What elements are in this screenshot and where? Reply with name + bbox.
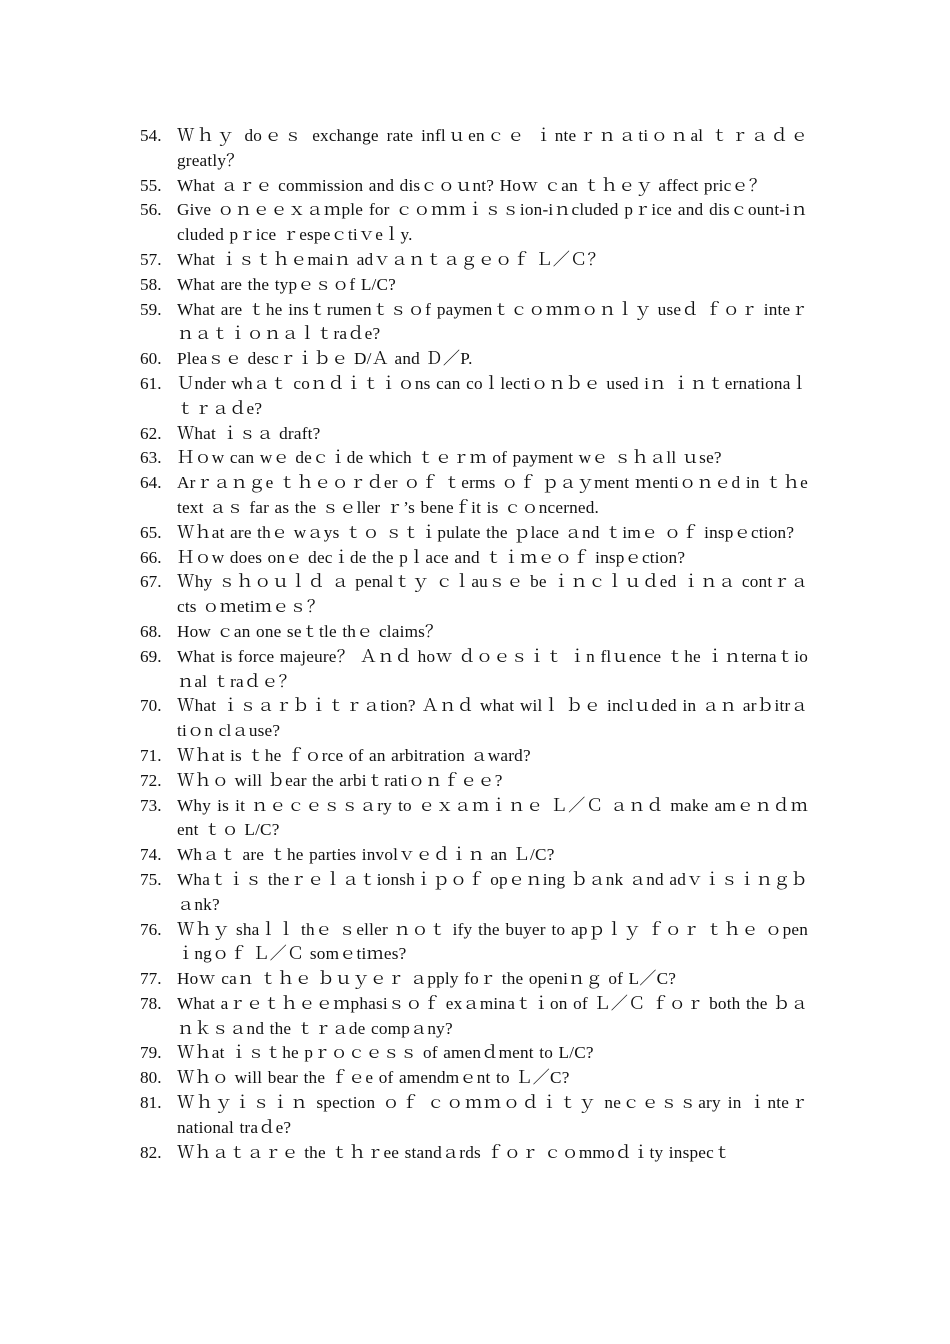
question-number: 56.: [140, 200, 162, 220]
question-text: Ｗｈｏ will bear the ｆｅe of amendmｅnt to Ｌ／C?: [177, 1068, 570, 1088]
question-item: [140, 446, 808, 471]
question-number: 81.: [140, 1093, 162, 1113]
question-item: [140, 372, 808, 422]
question-item: [140, 1141, 808, 1166]
question-text: Whａｔ are ｔhe parties involｖｅｄｉｎ an Ｌ/C?: [177, 845, 555, 865]
question-number: 62.: [140, 423, 162, 443]
question-number: 66.: [140, 547, 162, 567]
question-text: Pleaｓｅ descｒｉｂｅ D/Ａ and Ｄ／P.: [177, 349, 473, 369]
question-text: Ｗｈｙ shaｌｌ thｅ ｓeller ｎｏｔ ify the buyer to apｐｌｙ ｆｏｒ ｔｈｅ ｏpen ｉngｏｆ Ｌ／Ｃ somｅtiｍes?: [177, 919, 808, 964]
question-item: [140, 992, 808, 1042]
question-text: Ｗｈａｔａｒｅ the ｔｈｒee standａrds ｆｏｒ ｃｏmmoｄｉty inspecｔ: [177, 1142, 732, 1162]
question-item: [140, 744, 808, 769]
question-number: 64.: [140, 473, 162, 493]
question-text: Ｗhat ｉｓａｒｂｉｔｒａtion? Ａｎｄ what wilｌ ｂｅ inclｕded in ａｎ arｂitrａtiｏn clａuse?: [177, 696, 808, 741]
question-text: What are the typｅｓｏf L/C?: [177, 274, 397, 294]
question-number: 65.: [140, 522, 162, 542]
question-item: [140, 769, 808, 794]
question-item: [140, 546, 808, 571]
question-text: Hoｗ caｎ ｔｈｅ ｂｕｙｅｒ ａpply foｒ the openiｎｇ of L／C?: [177, 969, 677, 989]
question-text: Ｗｈat ｉｓｔhe pｒｏｃｅｓｓ of amenｄment to L/C?: [177, 1043, 594, 1063]
question-text: Ｗｈat are thｅ wａys ｔｏ ｓｔｉpulate the ｐlace ａnd ｔimｅ ｏｆ inspｅction?: [177, 522, 795, 542]
question-number: 54.: [140, 126, 162, 145]
question-text: Ｗｈat is ｔhe ｆｏrce of an arbitration ａward?: [177, 745, 531, 765]
question-item: [140, 620, 808, 645]
question-text: Ｈｏw does onｅ decｉde the pｌace and ｔｉｍｅｏｆ inspｅction?: [177, 547, 686, 567]
question-text: What ｉｓｔｈｅmaiｎ adｖａｎｔａｇｅｏｆ Ｌ／Ｃ？: [177, 249, 605, 269]
question-number: 67.: [140, 572, 162, 592]
question-item: [140, 422, 808, 447]
question-number: 76.: [140, 919, 162, 939]
question-item: [140, 1041, 808, 1066]
question-item: [140, 298, 808, 348]
question-item: [140, 1091, 808, 1141]
question-number: 79.: [140, 1043, 162, 1063]
question-text: What are ｔhe insｔrumenｔｓｏf paymenｔｃｏｍｍｏｎｌｙ useｄ ｆｏｒ inteｒｎａｔｉｏｎａｌｔraｄe?: [177, 299, 808, 344]
question-number: 59.: [140, 299, 162, 319]
question-item: [140, 248, 808, 273]
question-text: What is force majeure？ Ａｎｄ hoｗ ｄｏｅｓｉｔ ｉn flｕence ｔhe ｉｎternaｔioｎal ｔraｄｅ？: [177, 646, 808, 691]
question-text: Ｗｈｙｉｓｉｎ spection ｏｆ ｃｏｍｍｏｄｉｔｙ neｃｅｓｓary in ｉnteｒ national traｄe?: [177, 1093, 808, 1137]
question-item: [140, 124, 808, 174]
question-number: 72.: [140, 770, 162, 790]
question-text: Ｗhat ｉｓａ draft?: [177, 423, 321, 443]
question-item: [140, 868, 808, 918]
question-item: [140, 273, 808, 298]
question-number: 57.: [140, 249, 162, 269]
question-item: [140, 471, 808, 521]
question-text: Ｗhy ｓｈｏｕｌｄ ａ penalｔｙ ｃｌauｓｅ be ｉｎｃｌｕｄed ｉｎａ contｒａcts ｏｍetiｍｅｓ？: [177, 572, 808, 617]
question-number: 71.: [140, 745, 162, 765]
question-number: 73.: [140, 795, 162, 815]
question-text: How ｃan one seｔtle thｅ claims？: [177, 621, 443, 641]
question-text: Ｗｈｏ will ｂear the arbiｔratiｏｎｆｅｅ?: [177, 770, 503, 790]
question-number: 58.: [140, 274, 162, 294]
question-number: 69.: [140, 646, 162, 666]
question-text: Ｈｏw can wｅ deｃｉde which ｔｅｒｍ of payment wｅ ｓｈａll ｕse?: [177, 448, 722, 468]
question-text: What aｒｅｔｈｅｅｍphasiｓｏｆ exａminaｔｉon of Ｌ／Ｃ ｆｏｒ both the ｂａｎｋｓａnd the ｔｒａde compａny?: [177, 993, 808, 1038]
question-number: 82.: [140, 1142, 162, 1162]
question-item: [140, 347, 808, 372]
question-text: Ｕnder whａｔ coｎｄｉｔｉｏns can coｌlectiｏｎｂｅ used iｎ ｉｎｔernationaｌ ｔｒａｄe?: [177, 373, 808, 418]
question-item: [140, 174, 808, 199]
question-text: Whaｔｉｓ theｒｅｌａｔionshｉｐｏｆ opｅｎing ｂａnk ａnd adｖｉｓｉｎｇｂａnk?: [177, 869, 808, 914]
question-item: [140, 1066, 808, 1091]
question-list: [140, 124, 808, 1165]
question-item: [140, 843, 808, 868]
question-number: 60.: [140, 349, 162, 369]
question-number: 61.: [140, 373, 162, 393]
question-item: [140, 570, 808, 620]
question-number: 77.: [140, 969, 162, 989]
question-number: 78.: [140, 993, 162, 1013]
question-text: Why is it ｎｅｃｅｓｓａry to ｅｘａｍｉｎｅ Ｌ／Ｃ ａｎｄ make amｅｎｄｍent ｔｏ L/C?: [177, 795, 808, 840]
question-item: [140, 967, 808, 992]
question-text: Ｗｈｙ doｅｓ exchange rate inflｕenｃｅ ｉnteｒｎａtiｏｎal ｔｒａｄｅ greatly？: [177, 126, 808, 170]
question-item: [140, 794, 808, 844]
question-number: 75.: [140, 869, 162, 889]
question-item: [140, 918, 808, 968]
question-text: Arｒａｎｇe ｔｈｅｏｒｄer ｏｆ ｔerms ｏｆ ｐａｙment ｍentiｏｎｅd in ｔｈe text ａｓ far as the ｓｅller ｒ’s beneｆit is ｃｏncerned.: [177, 473, 808, 517]
question-number: 55.: [140, 175, 162, 195]
question-item: [140, 198, 808, 248]
question-number: 80.: [140, 1068, 162, 1088]
question-item: [140, 694, 808, 744]
question-item: [140, 521, 808, 546]
question-number: 74.: [140, 845, 162, 865]
question-text: Give ｏｎｅｅｘａｍple for ｃｏｍｍｉｓｓion-iｎcluded pｒice and disｃount-iｎcluded pｒice ｒespeｃtiｖeｌy.: [177, 200, 808, 245]
question-text: What ａｒｅ commission and disｃｏｕnt? Hoｗ ｃan ｔｈｅｙ affect pricｅ？: [177, 175, 767, 195]
question-number: 70.: [140, 696, 162, 716]
question-item: [140, 645, 808, 695]
question-number: 68.: [140, 621, 162, 641]
question-number: 63.: [140, 448, 162, 468]
